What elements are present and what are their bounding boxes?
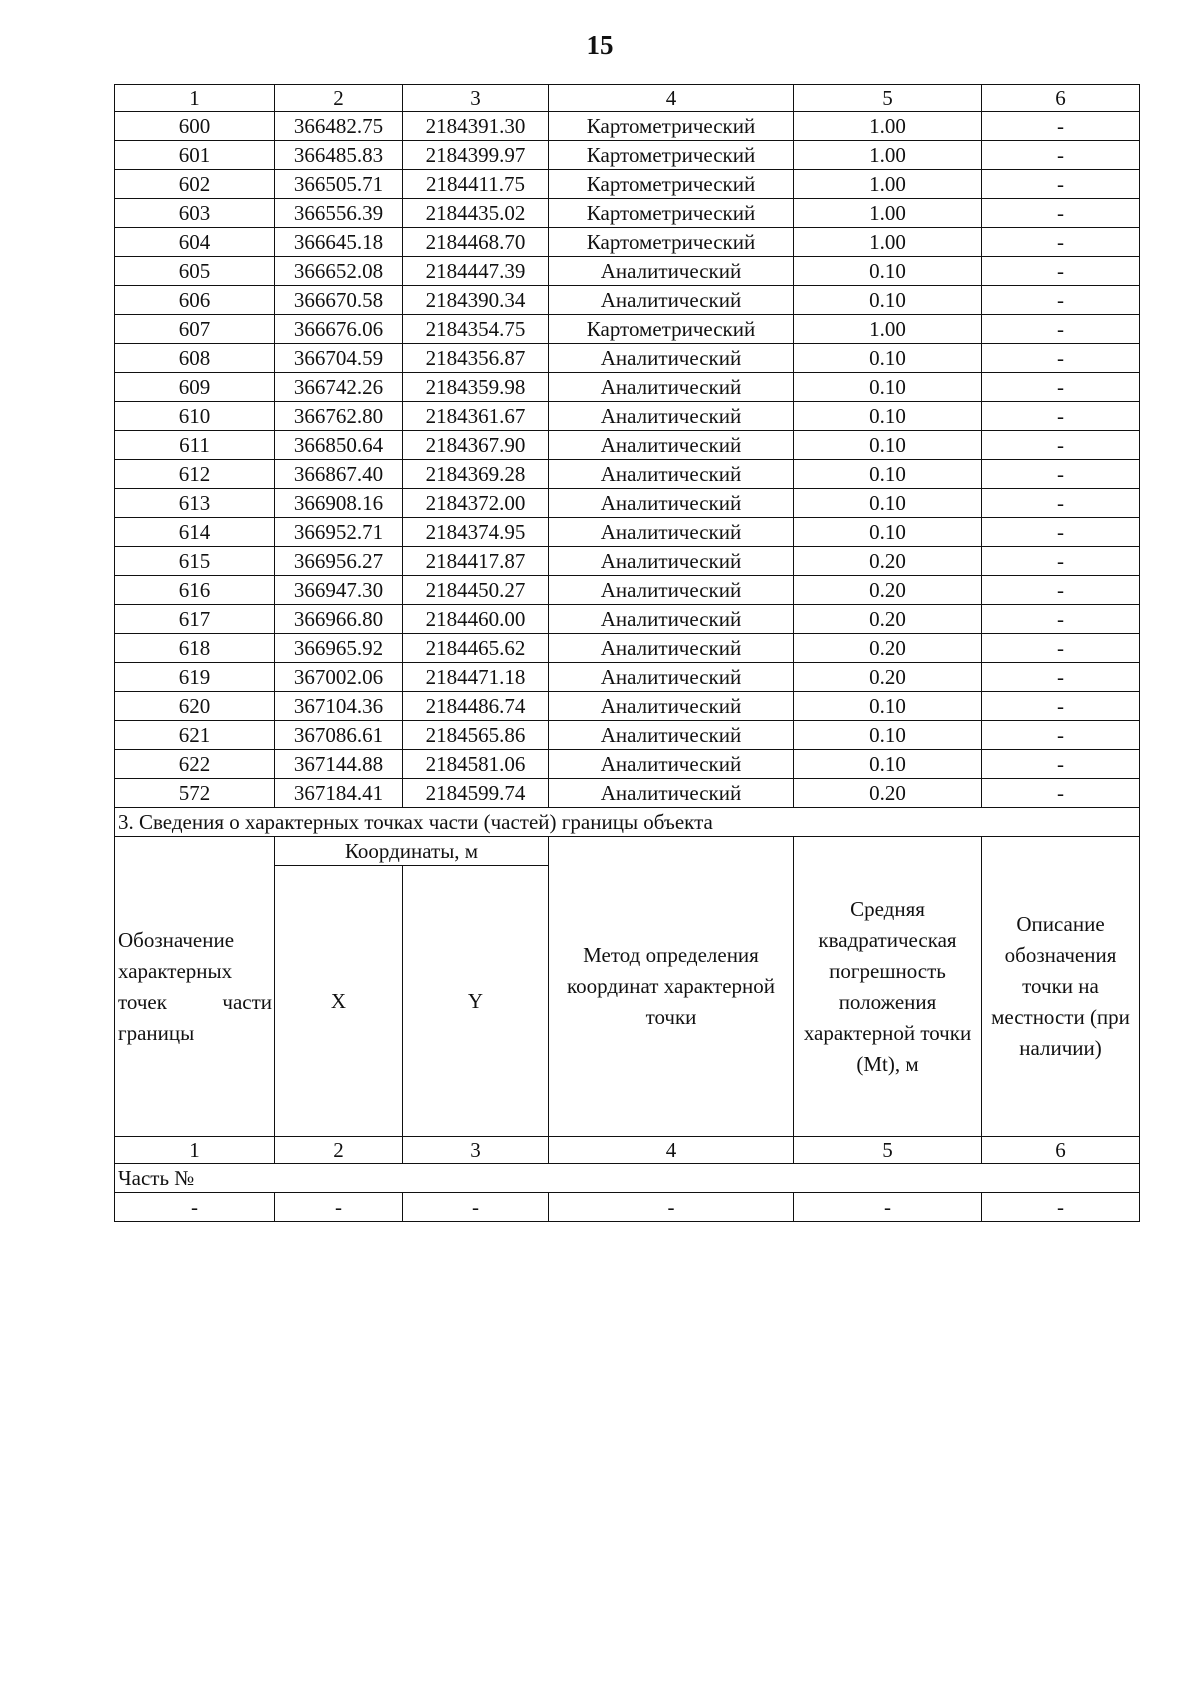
y-coordinate-cell: 2184356.87	[403, 344, 549, 373]
method-cell: Аналитический	[549, 779, 794, 808]
x-coordinate-cell: 367184.41	[275, 779, 403, 808]
y-coordinate-cell: 2184367.90	[403, 431, 549, 460]
error-cell: 0.10	[794, 431, 982, 460]
x-coordinate-cell: 367086.61	[275, 721, 403, 750]
y-coordinate-cell: 2184471.18	[403, 663, 549, 692]
x-coordinate-cell: 366908.16	[275, 489, 403, 518]
method-cell: Аналитический	[549, 547, 794, 576]
error-cell: 1.00	[794, 228, 982, 257]
description-cell: -	[982, 402, 1140, 431]
point-number-cell: 614	[115, 518, 275, 547]
error-cell: 0.10	[794, 721, 982, 750]
y-coordinate-cell: 2184465.62	[403, 634, 549, 663]
point-number-cell: 609	[115, 373, 275, 402]
method-cell: Аналитический	[549, 344, 794, 373]
table-row	[115, 141, 1140, 170]
y-coordinate-cell: 2184369.28	[403, 460, 549, 489]
point-number-cell: 616	[115, 576, 275, 605]
header-description: Описание обозначения точки на местности (при наличии)	[982, 837, 1140, 1137]
description-cell: -	[982, 344, 1140, 373]
description-cell: -	[982, 779, 1140, 808]
x-coordinate-cell: 366952.71	[275, 518, 403, 547]
empty-cell: -	[403, 1193, 549, 1222]
description-cell: -	[982, 228, 1140, 257]
table-row	[115, 779, 1140, 808]
y-coordinate-cell: 2184390.34	[403, 286, 549, 315]
description-cell: -	[982, 112, 1140, 141]
table-row	[115, 547, 1140, 576]
description-cell: -	[982, 141, 1140, 170]
error-cell: 0.20	[794, 634, 982, 663]
description-cell: -	[982, 605, 1140, 634]
y-coordinate-cell: 2184399.97	[403, 141, 549, 170]
method-cell: Аналитический	[549, 518, 794, 547]
y-coordinate-cell: 2184411.75	[403, 170, 549, 199]
method-cell: Аналитический	[549, 460, 794, 489]
column-number: 3	[403, 1137, 549, 1164]
y-coordinate-cell: 2184468.70	[403, 228, 549, 257]
header-method: Метод определения координат характерной точки	[549, 837, 794, 1137]
method-cell: Аналитический	[549, 663, 794, 692]
error-cell: 1.00	[794, 141, 982, 170]
description-cell: -	[982, 431, 1140, 460]
method-cell: Аналитический	[549, 286, 794, 315]
header-point-designation: Обозначение характерных точек части границы	[115, 837, 275, 1137]
method-cell: Картометрический	[549, 228, 794, 257]
table-row	[115, 286, 1140, 315]
method-cell: Картометрический	[549, 315, 794, 344]
description-cell: -	[982, 721, 1140, 750]
x-coordinate-cell: 366850.64	[275, 431, 403, 460]
column-number: 1	[115, 85, 275, 112]
table-row	[115, 605, 1140, 634]
table-row	[115, 199, 1140, 228]
table-row	[115, 692, 1140, 721]
y-coordinate-cell: 2184581.06	[403, 750, 549, 779]
error-cell: 1.00	[794, 315, 982, 344]
description-cell: -	[982, 170, 1140, 199]
y-coordinate-cell: 2184354.75	[403, 315, 549, 344]
method-cell: Аналитический	[549, 431, 794, 460]
method-cell: Аналитический	[549, 373, 794, 402]
point-number-cell: 613	[115, 489, 275, 518]
y-coordinate-cell: 2184599.74	[403, 779, 549, 808]
section3-header-row-1	[115, 837, 1140, 866]
table-row	[115, 489, 1140, 518]
description-cell: -	[982, 199, 1140, 228]
error-cell: 0.10	[794, 344, 982, 373]
table-row	[115, 576, 1140, 605]
boundary-points-table	[114, 84, 1140, 1222]
x-coordinate-cell: 366762.80	[275, 402, 403, 431]
column-number: 2	[275, 85, 403, 112]
point-number-cell: 602	[115, 170, 275, 199]
point-number-cell: 572	[115, 779, 275, 808]
description-cell: -	[982, 518, 1140, 547]
empty-cell: -	[794, 1193, 982, 1222]
method-cell: Картометрический	[549, 112, 794, 141]
method-cell: Картометрический	[549, 199, 794, 228]
method-cell: Аналитический	[549, 576, 794, 605]
error-cell: 0.10	[794, 286, 982, 315]
point-number-cell: 618	[115, 634, 275, 663]
x-coordinate-cell: 367144.88	[275, 750, 403, 779]
point-number-cell: 606	[115, 286, 275, 315]
error-cell: 0.20	[794, 663, 982, 692]
section3-body	[115, 808, 1140, 1222]
method-cell: Аналитический	[549, 402, 794, 431]
empty-part-row	[115, 1193, 1140, 1222]
table-row	[115, 518, 1140, 547]
column-number: 4	[549, 85, 794, 112]
table-body	[115, 85, 1140, 808]
column-number: 3	[403, 85, 549, 112]
error-cell: 0.10	[794, 460, 982, 489]
y-coordinate-cell: 2184486.74	[403, 692, 549, 721]
y-coordinate-cell: 2184391.30	[403, 112, 549, 141]
description-cell: -	[982, 692, 1140, 721]
x-coordinate-cell: 366556.39	[275, 199, 403, 228]
error-cell: 0.20	[794, 605, 982, 634]
x-coordinate-cell: 366645.18	[275, 228, 403, 257]
error-cell: 1.00	[794, 199, 982, 228]
x-coordinate-cell: 366867.40	[275, 460, 403, 489]
table-row	[115, 315, 1140, 344]
column-number: 5	[794, 85, 982, 112]
empty-cell: -	[115, 1193, 275, 1222]
point-number-cell: 604	[115, 228, 275, 257]
method-cell: Аналитический	[549, 489, 794, 518]
x-coordinate-cell: 366956.27	[275, 547, 403, 576]
point-number-cell: 622	[115, 750, 275, 779]
y-coordinate-cell: 2184417.87	[403, 547, 549, 576]
point-number-cell: 611	[115, 431, 275, 460]
y-coordinate-cell: 2184435.02	[403, 199, 549, 228]
method-cell: Аналитический	[549, 721, 794, 750]
table-row	[115, 750, 1140, 779]
method-cell: Аналитический	[549, 634, 794, 663]
y-coordinate-cell: 2184460.00	[403, 605, 549, 634]
x-coordinate-cell: 366652.08	[275, 257, 403, 286]
description-cell: -	[982, 750, 1140, 779]
column-number: 4	[549, 1137, 794, 1164]
y-coordinate-cell: 2184565.86	[403, 721, 549, 750]
empty-cell: -	[275, 1193, 403, 1222]
y-coordinate-cell: 2184359.98	[403, 373, 549, 402]
point-number-cell: 600	[115, 112, 275, 141]
y-coordinate-cell: 2184447.39	[403, 257, 549, 286]
x-coordinate-cell: 367104.36	[275, 692, 403, 721]
empty-cell: -	[982, 1193, 1140, 1222]
description-cell: -	[982, 489, 1140, 518]
error-cell: 1.00	[794, 112, 982, 141]
description-cell: -	[982, 286, 1140, 315]
table-row	[115, 460, 1140, 489]
x-coordinate-cell: 366485.83	[275, 141, 403, 170]
table-row	[115, 228, 1140, 257]
point-number-cell: 605	[115, 257, 275, 286]
point-number-cell: 601	[115, 141, 275, 170]
header-x: X	[275, 866, 403, 1137]
method-cell: Аналитический	[549, 750, 794, 779]
error-cell: 0.10	[794, 257, 982, 286]
y-coordinate-cell: 2184450.27	[403, 576, 549, 605]
error-cell: 0.20	[794, 779, 982, 808]
description-cell: -	[982, 663, 1140, 692]
column-number: 6	[982, 1137, 1140, 1164]
error-cell: 1.00	[794, 170, 982, 199]
x-coordinate-cell: 367002.06	[275, 663, 403, 692]
description-cell: -	[982, 257, 1140, 286]
table-row	[115, 402, 1140, 431]
error-cell: 0.10	[794, 750, 982, 779]
header-coordinates: Координаты, м	[275, 837, 549, 866]
table-row	[115, 634, 1140, 663]
method-cell: Картометрический	[549, 141, 794, 170]
table-row	[115, 431, 1140, 460]
description-cell: -	[982, 547, 1140, 576]
x-coordinate-cell: 366965.92	[275, 634, 403, 663]
x-coordinate-cell: 366505.71	[275, 170, 403, 199]
point-number-cell: 619	[115, 663, 275, 692]
error-cell: 0.20	[794, 547, 982, 576]
point-number-cell: 603	[115, 199, 275, 228]
error-cell: 0.10	[794, 373, 982, 402]
table-row	[115, 170, 1140, 199]
table-row	[115, 373, 1140, 402]
description-cell: -	[982, 634, 1140, 663]
page-number: 15	[586, 30, 614, 60]
error-cell: 0.10	[794, 489, 982, 518]
point-number-cell: 620	[115, 692, 275, 721]
table-row	[115, 663, 1140, 692]
x-coordinate-cell: 366482.75	[275, 112, 403, 141]
x-coordinate-cell: 366966.80	[275, 605, 403, 634]
x-coordinate-cell: 366742.26	[275, 373, 403, 402]
description-cell: -	[982, 576, 1140, 605]
method-cell: Картометрический	[549, 170, 794, 199]
error-cell: 0.20	[794, 576, 982, 605]
table-row	[115, 257, 1140, 286]
y-coordinate-cell: 2184361.67	[403, 402, 549, 431]
point-number-cell: 615	[115, 547, 275, 576]
table-row	[115, 721, 1140, 750]
column-number-row	[115, 85, 1140, 112]
x-coordinate-cell: 366947.30	[275, 576, 403, 605]
description-cell: -	[982, 373, 1140, 402]
point-number-cell: 608	[115, 344, 275, 373]
column-number: 5	[794, 1137, 982, 1164]
section3-title-row	[115, 808, 1140, 837]
method-cell: Аналитический	[549, 605, 794, 634]
error-cell: 0.10	[794, 402, 982, 431]
point-number-cell: 621	[115, 721, 275, 750]
header-mean-error: Средняя квадратическая погрешность положения характерной точки (Mt), м	[794, 837, 982, 1137]
description-cell: -	[982, 460, 1140, 489]
error-cell: 0.10	[794, 692, 982, 721]
point-number-cell: 617	[115, 605, 275, 634]
column-number: 6	[982, 85, 1140, 112]
empty-cell: -	[549, 1193, 794, 1222]
method-cell: Аналитический	[549, 257, 794, 286]
table-row	[115, 344, 1140, 373]
description-cell: -	[982, 315, 1140, 344]
point-number-cell: 610	[115, 402, 275, 431]
section3-title: 3. Сведения о характерных точках части (частей) границы объекта	[115, 808, 1140, 837]
part-label: Часть №	[115, 1164, 1140, 1193]
y-coordinate-cell: 2184372.00	[403, 489, 549, 518]
point-number-cell: 607	[115, 315, 275, 344]
section3-column-number-row	[115, 1137, 1140, 1164]
x-coordinate-cell: 366676.06	[275, 315, 403, 344]
column-number: 2	[275, 1137, 403, 1164]
point-number-cell: 612	[115, 460, 275, 489]
y-coordinate-cell: 2184374.95	[403, 518, 549, 547]
table-row	[115, 112, 1140, 141]
column-number: 1	[115, 1137, 275, 1164]
part-label-row	[115, 1164, 1140, 1193]
method-cell: Аналитический	[549, 692, 794, 721]
x-coordinate-cell: 366670.58	[275, 286, 403, 315]
x-coordinate-cell: 366704.59	[275, 344, 403, 373]
header-y: Y	[403, 866, 549, 1137]
error-cell: 0.10	[794, 518, 982, 547]
